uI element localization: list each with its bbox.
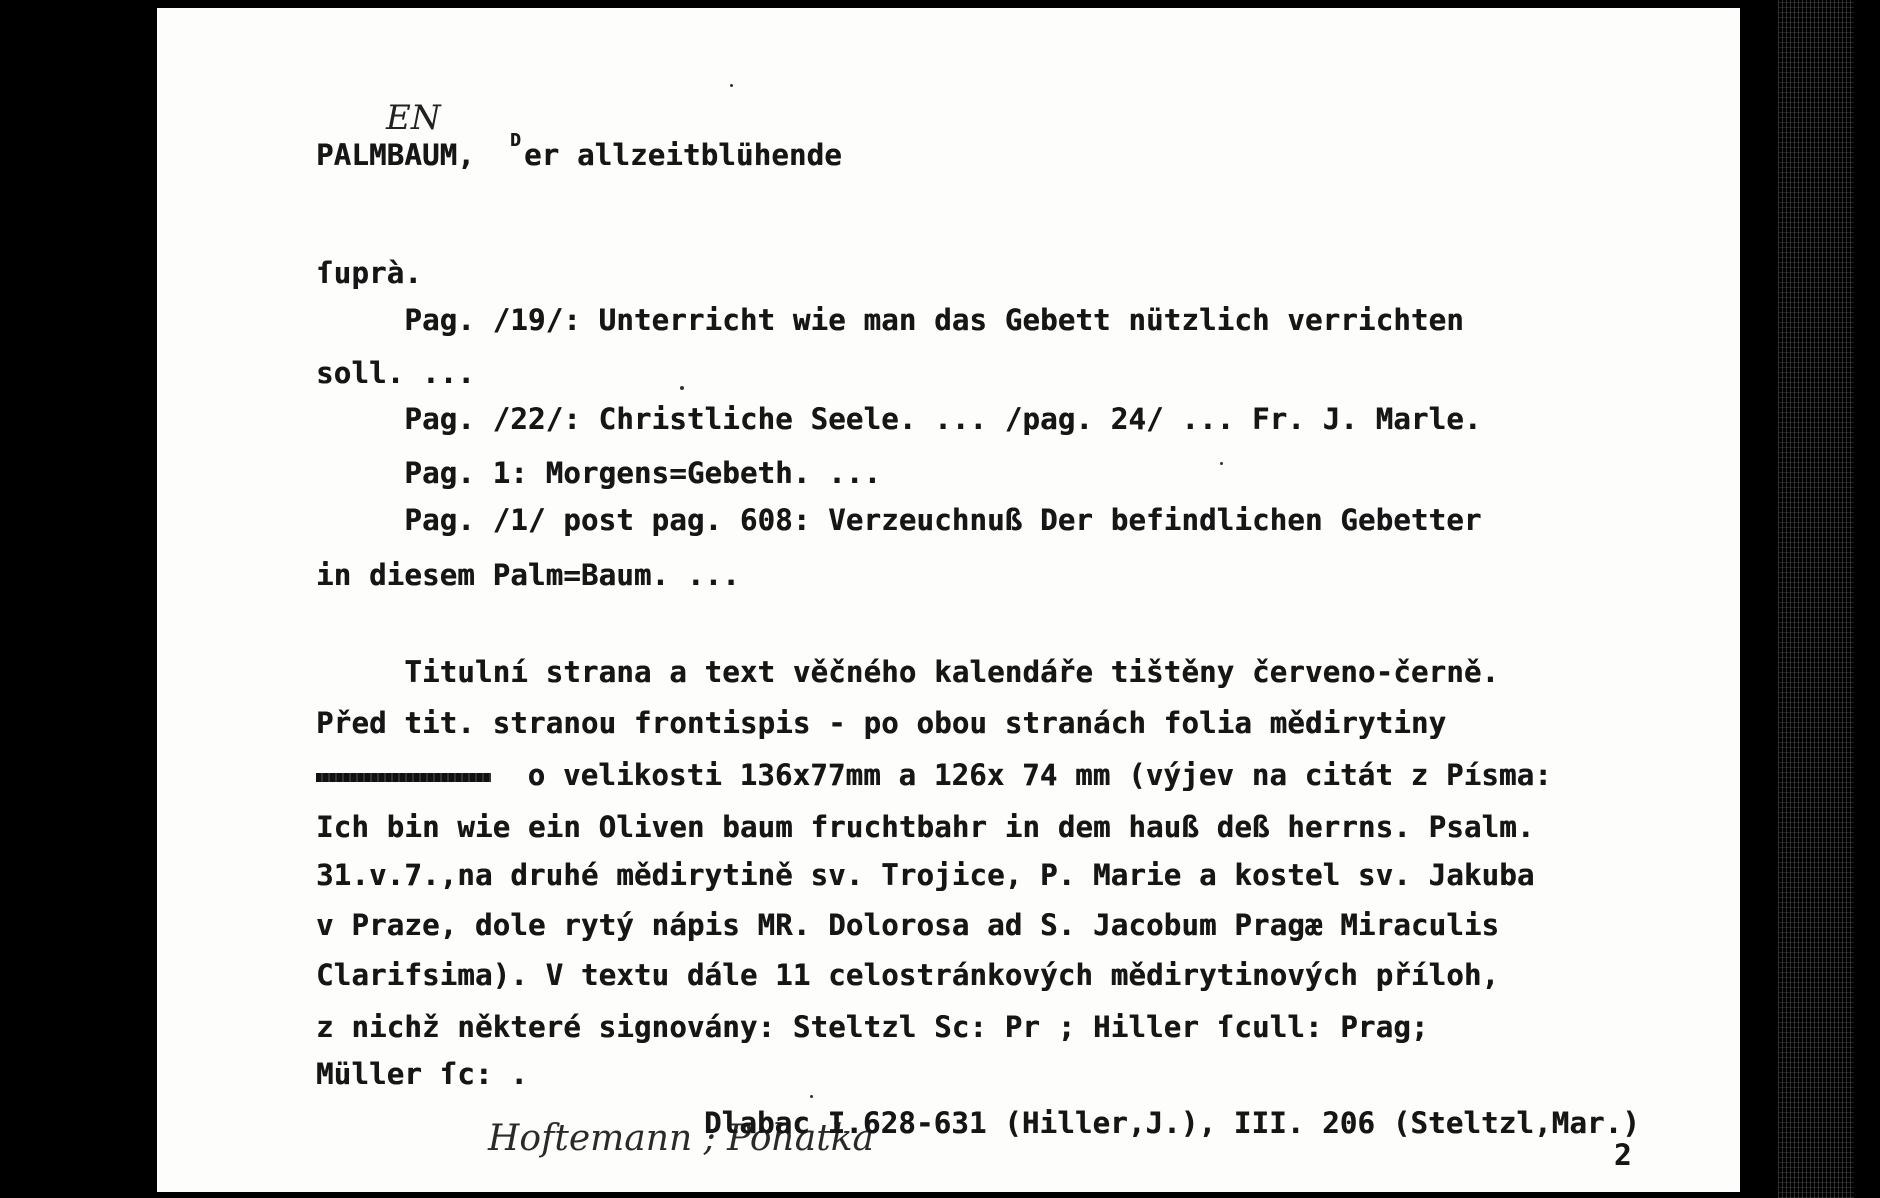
body-line: Pag. /19/: Unterricht wie man das Gebett nützlich verrichten bbox=[316, 303, 1464, 337]
struck-out-text bbox=[316, 758, 491, 792]
handwritten-note: Hoftemann ; Pohatka bbox=[488, 1118, 874, 1159]
body-line: z nichž některé signovány: Steltzl Sc: Pr ; Hiller ſcull: Prag; bbox=[316, 1010, 1429, 1044]
card-title-rest: er allzeitblühende bbox=[524, 138, 842, 172]
body-line: Před tit. stranou frontispis - po obou stranách folia mědirytiny bbox=[316, 706, 1447, 740]
body-line: o velikosti 136x77mm a 126x 74 mm (výjev na citát z Písma: bbox=[510, 758, 1552, 792]
bibliographic-reference: Dlabac I.628-631 (Hiller,J.), III. 206 (Steltzl,Mar.) bbox=[704, 1106, 1640, 1140]
card-title: PALMBAUM, bbox=[316, 138, 493, 172]
body-line: soll. ... bbox=[316, 356, 475, 390]
body-line: in diesem Palm=Baum. ... bbox=[316, 558, 740, 592]
body-line: ſuprà. bbox=[316, 256, 422, 290]
body-line: Pag. 1: Morgens=Gebeth. ... bbox=[316, 456, 882, 490]
handwritten-annotation: EN bbox=[386, 98, 441, 138]
body-line: 31.v.7.,na druhé mědirytině sv. Trojice, P. Marie a kostel sv. Jakuba bbox=[316, 858, 1535, 892]
body-line: v Praze, dole rytý nápis MR. Dolorosa ad S. Jacobum Pragæ Miraculis bbox=[316, 908, 1500, 942]
body-line: Pag. /1/ post pag. 608: Verzeuchnuß Der befindlichen Gebetter bbox=[316, 503, 1482, 537]
title-initial-mark: D bbox=[510, 130, 522, 151]
scan-edge-noise bbox=[1778, 0, 1854, 1198]
body-line: Müller ſc: . bbox=[316, 1057, 528, 1091]
body-line: Titulní strana a text věčného kalendáře tištěny červeno-černě. bbox=[316, 655, 1500, 689]
scan-speck bbox=[730, 84, 733, 87]
scan-speck bbox=[680, 386, 684, 390]
body-line: Pag. /22/: Christliche Seele. ... /pag. 24/ ... Fr. J. Marle. bbox=[316, 402, 1482, 436]
body-line: Clarifsima). V textu dále 11 celostránkových mědirytinových příloh, bbox=[316, 958, 1500, 992]
scan-speck bbox=[810, 1095, 813, 1098]
body-line: Ich bin wie ein Oliven baum fruchtbahr in dem hauß deß herrns. Psalm. bbox=[316, 810, 1535, 844]
scan-speck bbox=[1220, 462, 1223, 465]
page-number: 2 bbox=[1614, 1138, 1632, 1172]
